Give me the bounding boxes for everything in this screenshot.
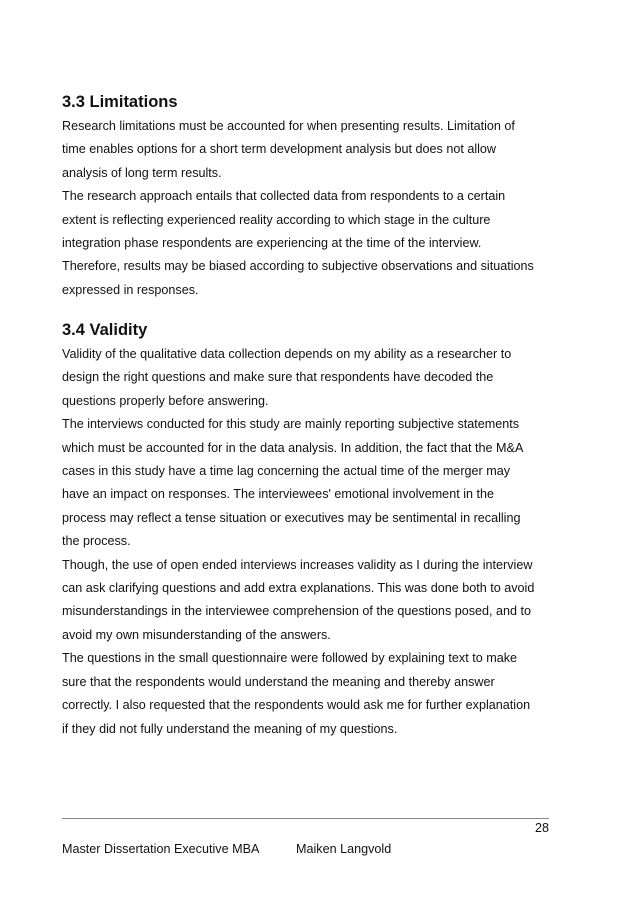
body-line: analysis of long term results. (62, 165, 222, 180)
body-line: The questions in the small questionnaire were followed by explaining text to make (62, 651, 518, 666)
body-line: integration phase respondents are experiencing at the time of the interview. (62, 236, 482, 251)
body-line: can ask clarifying questions and add extra explanations. This was done both to avoid (62, 581, 535, 596)
section-body (62, 343, 562, 741)
body-line: correctly. I also requested that the respondents would ask me for further explanation (62, 698, 531, 713)
body-line: extent is reflecting experienced reality according to which stage in the culture (62, 212, 491, 227)
body-line: sure that the respondents would understand the meaning and thereby answer (62, 674, 495, 689)
footer-author: Maiken Langvold (296, 842, 392, 856)
body-line: process may reflect a tense situation or executives may be sentimental in recalling (62, 510, 521, 525)
body-line: if they did not fully understand the meaning of my questions. (62, 721, 398, 736)
body-line: The interviews conducted for this study are mainly reporting subjective statements (62, 417, 520, 432)
body-line: Therefore, results may be biased according to subjective observations and situations (62, 259, 534, 274)
body-line: Though, the use of open ended interviews increases validity as I during the interview (62, 557, 533, 572)
footer-divider (62, 818, 549, 819)
body-line: expressed in responses. (62, 282, 199, 297)
body-line: design the right questions and make sure that respondents have decoded the (62, 370, 494, 385)
body-line: time enables options for a short term development analysis but does not allow (62, 142, 497, 157)
section-validity (62, 320, 562, 741)
footer-document-title: Master Dissertation Executive MBA (62, 842, 260, 856)
body-line: which must be accounted for in the data analysis. In addition, the fact that the M&A (62, 440, 524, 455)
body-line: misunderstandings in the interviewee comprehension of the questions posed, and to (62, 604, 532, 619)
body-line: the process. (62, 534, 131, 549)
body-line: Validity of the qualitative data collection depends on my ability as a researcher to (62, 347, 512, 361)
body-line: have an impact on responses. The interviewees' emotional involvement in the (62, 487, 494, 502)
section-body (62, 115, 562, 302)
section-heading: 3.3 Limitations (62, 93, 178, 111)
body-line: questions properly before answering. (62, 393, 269, 408)
section-limitations (62, 92, 562, 302)
body-line: cases in this study have a time lag concerning the actual time of the merger may (62, 464, 511, 479)
body-line: The research approach entails that collected data from respondents to a certain (62, 189, 506, 204)
body-line: Research limitations must be accounted for when presenting results. Limitation of (62, 119, 515, 133)
body-line: avoid my own misunderstanding of the answers. (62, 627, 331, 642)
section-heading: 3.4 Validity (62, 321, 148, 339)
page-number: 28 (534, 821, 549, 835)
